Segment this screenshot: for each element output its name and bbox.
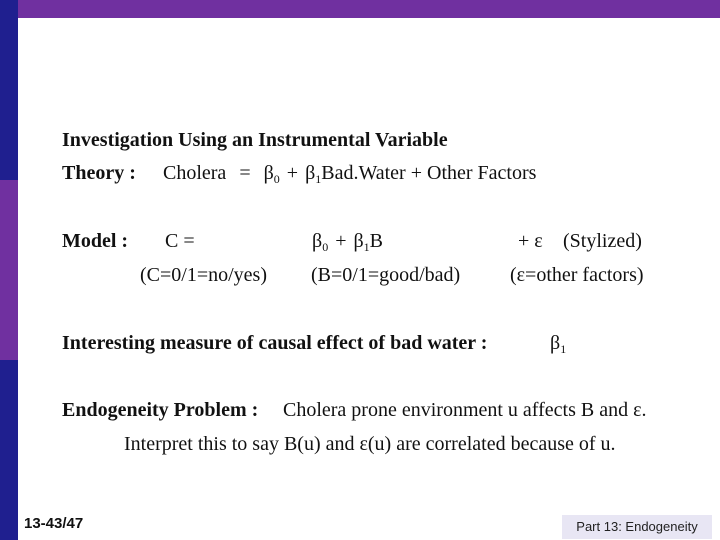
theory-equation: [163, 161, 536, 191]
endogeneity-text-2: Interpret this to say B(u) and ε(u) are correlated because of u.: [124, 433, 616, 455]
endogeneity-text-1: Cholera prone environment u affects B and ε.: [283, 399, 647, 421]
theory-plus: +: [286, 162, 299, 184]
model-lhs: C =: [165, 230, 195, 252]
theory-beta0: $\beta_0$: [263, 162, 280, 186]
model-label: Model :: [62, 230, 129, 252]
endogeneity-label: Endogeneity Problem :: [62, 399, 259, 421]
theory-equals: =: [239, 162, 251, 184]
theory-beta1: $\beta_1$: [305, 162, 322, 186]
slide-title: Investigation Using an Instrumental Variable: [62, 129, 448, 151]
slide-number: 13-43/47: [24, 515, 84, 532]
footer-section-label: Part 13: Endogeneity: [562, 515, 712, 539]
model-note: (Stylized): [563, 230, 642, 252]
interesting-measure-text: Interesting measure of causal effect of bad water :: [62, 332, 488, 354]
theory-label: Theory :: [62, 162, 136, 184]
model-rhs: $\beta_0 + \beta_1B$: [312, 230, 383, 254]
theory-term: Bad.Water: [321, 162, 406, 184]
model-explain-c: (C=0/1=no/yes): [140, 264, 267, 286]
model-error: + ε: [518, 230, 543, 252]
theory-lhs: Cholera: [163, 162, 227, 184]
model-explain-b: (B=0/1=good/bad): [311, 264, 461, 286]
theory-rest: + Other Factors: [410, 162, 537, 184]
interesting-measure-beta: $\beta_1$: [550, 332, 567, 356]
model-explain-e: (ε=other factors): [510, 264, 644, 286]
